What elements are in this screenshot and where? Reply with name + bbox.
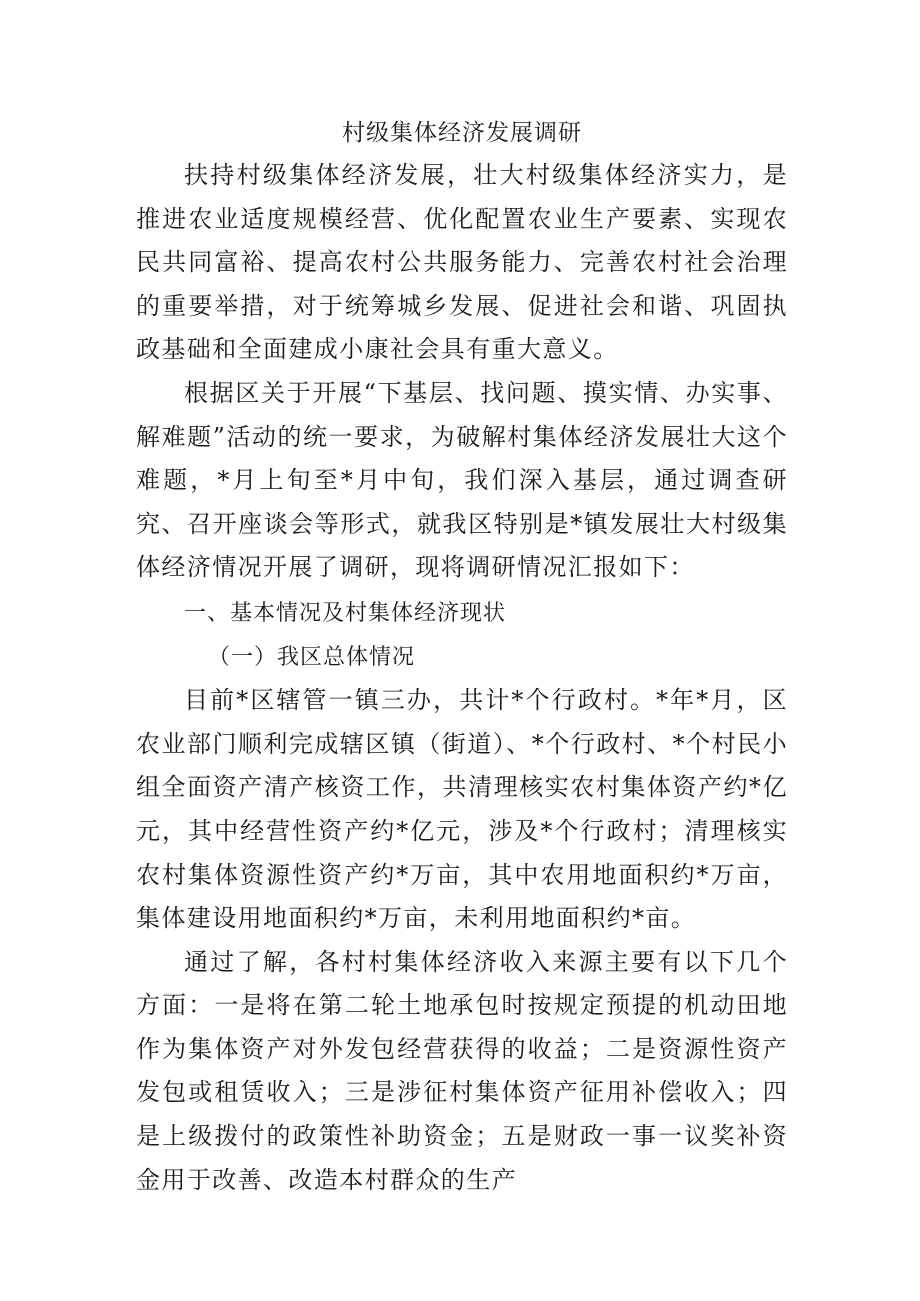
intro-paragraph: 扶持村级集体经济发展，壮大村级集体经济实力，是推进农业适度规模经营、优化配置农业生产要素、实现农民共同富裕、提高农村公共服务能力、完善农村社会治理的重要举措，对于统筹城乡发展、促进社会和谐、巩固执政基础和全面建成小康社会具有重大意义。 (136, 161, 788, 364)
background-paragraph: 根据区关于开展“下基层、找问题、摸实情、办实事、解难题”活动的统一要求，为破解村集体经济发展壮大这个难题，*月上旬至*月中旬，我们深入基层，通过调查研究、召开座谈会等形式，就我区特别是*镇发展壮大村级集体经济情况开展了调研，现将调研情况汇报如下： (136, 378, 788, 582)
income-sources-paragraph: 通过了解，各村村集体经济收入来源主要有以下几个方面：一是将在第二轮土地承包时按规定预提的机动田地作为集体资产对外发包经营获得的收益；二是资源性资产发包或租赁收入；三是涉征村集体资产征用补偿收入；四是上级拨付的政策性补助资金；五是财政一事一议奖补资金用于改善、改造本村群众的生产 (136, 947, 788, 1194)
overall-situation-paragraph: 目前*区辖管一镇三办，共计*个行政村。*年*月，区农业部门顺利完成辖区镇（街道）、*个行政村、*个村民小组全面资产清产核资工作，共清理核实农村集体资产约*亿元，其中经营性资产约*亿元，涉及*个行政村；清理核实农村集体资源性资产约*万亩，其中农用地面积约*万亩，集体建设用地面积约*万亩，未利用地面积约*亩。 (136, 686, 788, 933)
document-title: 村级集体经济发展调研 (342, 120, 582, 146)
subsection-heading-overall-situation: （一）我区总体情况 (208, 644, 416, 670)
section-heading-basic-situation: 一、基本情况及村集体经济现状 (184, 600, 507, 626)
document-body (136, 112, 788, 1202)
